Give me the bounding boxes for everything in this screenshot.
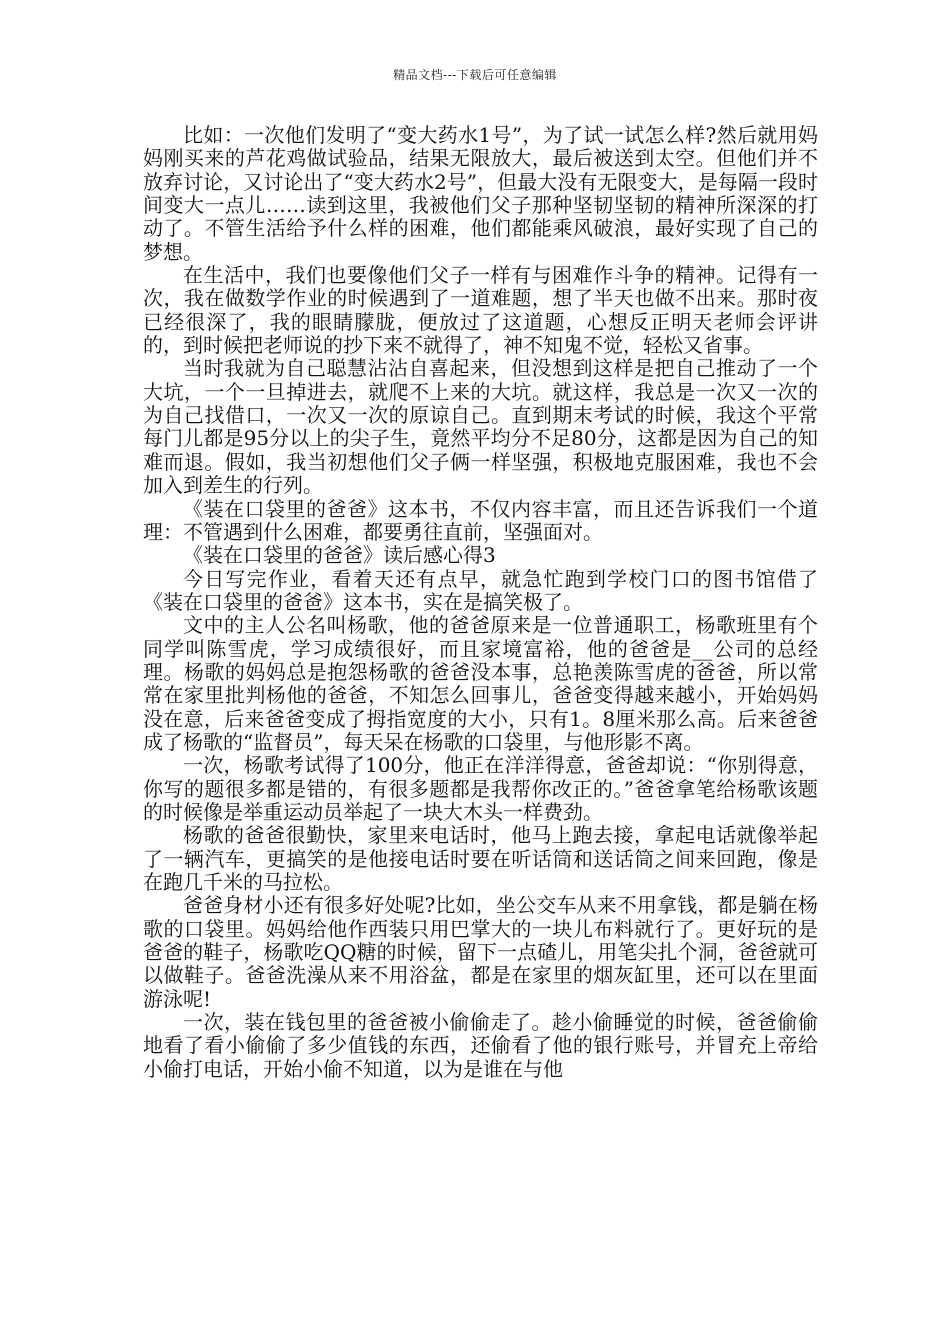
paragraph-6: 文中的主人公名叫杨歌，他的爸爸原来是一位普通职工，杨歌班里有个同学叫陈雪虎，学习成绩很好，而且家境富裕，他的爸爸是__公司的总经理。杨歌的妈妈总是抱怨杨歌的爸爸没本事，总艳羡陈雪虎的爸爸，所以常常在家里批判杨他的爸爸，不知怎么回事儿，爸爸变得越来越小，开始妈妈没在意，后来爸爸变成了拇指宽度的大小，只有1。8厘米那么高。后来爸爸成了杨歌的“监督员”，每天呆在杨歌的口袋里，与他形影不离。: [143, 613, 818, 754]
section-heading: 《装在口袋里的爸爸》读后感心得3: [183, 543, 496, 568]
paragraph-3: 当时我就为自己聪慧沾沾自喜起来，但没想到这样是把自己推动了一个大坑，一个一旦掉进去，就爬不上来的大坑。就这样，我总是一次又一次的为自己找借口，一次又一次的原谅自己。直到期末考试的时候，我这个平常每门儿都是95分以上的尖子生，竟然平均分不足80分，这都是因为自己的知难而退。假如，我当初想他们父子俩一样坚强，积极地克服困难，我也不会加入到差生的行列。: [143, 356, 818, 498]
paragraph-7: 一次，杨歌考试得了100分，他正在洋洋得意，爸爸却说：“你别得意，你写的题很多都是错的，有很多题都是我帮你改正的。”爸爸拿笔给杨歌该题的时候像是举重运动员举起了一块大木头一样费劲。: [143, 753, 818, 824]
document-body: [143, 124, 818, 1081]
paragraph-4: 《装在口袋里的爸爸》这本书，不仅内容丰富，而且还告诉我们一个道理：不管遇到什么困难，都要勇往直前，坚强面对。: [143, 496, 818, 544]
paragraph-2: 在生活中，我们也要像他们父子一样有与困难作斗争的精神。记得有一次，我在做数学作业的时候遇到了一道难题，想了半天也做不出来。那时夜已经很深了，我的眼睛朦胧，便放过了这道题，心想反正明天老师会评讲的，到时候把老师说的抄下来不就得了，神不知鬼不觉，轻松又省事。: [143, 263, 818, 358]
paragraph-10: 一次，装在钱包里的爸爸被小偷偷走了。趁小偷睡觉的时候，爸爸偷偷地看了看小偷偷了多少值钱的东西，还偷看了他的银行账号，并冒充上帝给小偷打电话，开始小偷不知道，以为是谁在与他: [143, 1010, 818, 1081]
paragraph-9: 爸爸身材小还有很多好处呢?比如，坐公交车从来不用拿钱，都是躺在杨歌的口袋里。妈妈给他作西装只用巴掌大的一块儿布料就行了。更好玩的是爸爸的鞋子，杨歌吃QQ糖的时候，留下一点碴儿，用笔尖扎个洞，爸爸就可以做鞋子。爸爸洗澡从来不用浴盆，都是在家里的烟灰缸里，还可以在里面游泳呢!: [143, 893, 818, 1011]
page-header: 精品文档---下载后可任意编辑: [393, 68, 557, 82]
paragraph-8: 杨歌的爸爸很勤快，家里来电话时，他马上跑去接，拿起电话就像举起了一辆汽车，更搞笑的是他接电话时要在听话筒和送话筒之间来回跑，像是在跑几千米的马拉松。: [143, 823, 818, 894]
paragraph-1: 比如：一次他们发明了“变大药水1号”，为了试一试怎么样?然后就用妈妈刚买来的芦花鸡做试验品，结果无限放大，最后被送到太空。但他们并不放弃讨论，又讨论出了“变大药水2号”，但最大没有无限变大，是每隔一段时间变大一点儿……读到这里，我被他们父子那种坚韧坚韧的精神所深深的打动了。不管生活给予什么样的困难，他们都能乘风破浪，最好实现了自己的梦想。: [143, 123, 818, 264]
paragraph-5: 今日写完作业，看着天还有点早，就急忙跑到学校门口的图书馆借了《装在口袋里的爸爸》这本书，实在是搞笑极了。: [143, 566, 818, 614]
